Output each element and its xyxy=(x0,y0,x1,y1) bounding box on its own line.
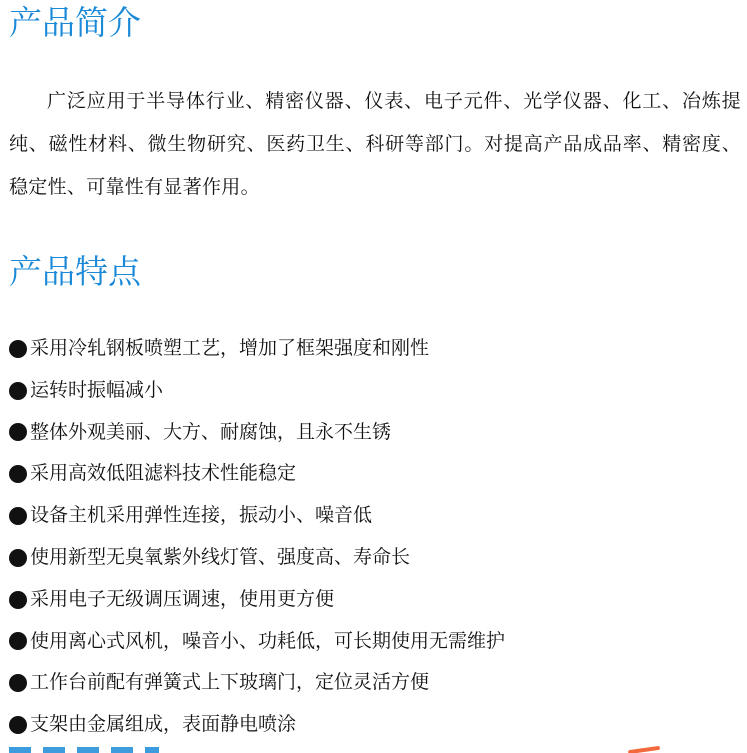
list-item xyxy=(9,704,741,746)
list-item xyxy=(9,579,741,621)
bullet-icon xyxy=(9,465,27,483)
product-intro-title: 产品简介 xyxy=(9,3,141,42)
feature-text: 工作台前配有弹簧式上下玻璃门，定位灵活方便 xyxy=(30,671,430,694)
product-features-title: 产品特点 xyxy=(9,252,141,291)
feature-list xyxy=(9,328,741,746)
list-item xyxy=(9,328,741,370)
feature-text: 使用离心式风机，噪音小、功耗低，可长期使用无需维护 xyxy=(30,629,506,652)
feature-text: 使用新型无臭氧紫外线灯管、强度高、寿命长 xyxy=(30,545,411,568)
bullet-icon xyxy=(9,423,27,441)
list-item xyxy=(9,621,741,663)
bullet-icon xyxy=(9,674,27,692)
list-item xyxy=(9,453,741,495)
feature-text: 采用冷轧钢板喷塑工艺，增加了框架强度和刚性 xyxy=(30,337,430,359)
bullet-icon xyxy=(9,507,27,525)
list-item xyxy=(9,412,741,454)
feature-text: 运转时振幅减小 xyxy=(30,378,164,401)
bullet-icon xyxy=(9,382,27,400)
feature-text: 采用电子无级调压调速，使用更方便 xyxy=(30,587,335,610)
list-item xyxy=(9,495,741,537)
bullet-icon xyxy=(9,632,27,650)
cutoff-heading-fragment xyxy=(9,747,159,753)
bullet-icon xyxy=(9,591,27,609)
orange-decoration-icon xyxy=(628,746,660,753)
feature-text: 支架由金属组成，表面静电喷涂 xyxy=(30,713,297,736)
feature-text: 整体外观美丽、大方、耐腐蚀，且永不生锈 xyxy=(30,420,392,443)
bullet-icon xyxy=(9,340,27,358)
list-item xyxy=(9,537,741,579)
list-item xyxy=(9,662,741,704)
bullet-icon xyxy=(9,716,27,734)
feature-text: 采用高效低阻滤料技术性能稳定 xyxy=(30,462,297,485)
product-intro-paragraph: 广泛应用于半导体行业、精密仪器、仪表、电子元件、光学仪器、化工、冶炼提纯、磁性材料、微生物研究、医药卫生、科研等部门。对提高产品成品率、精密度、稳定性、可靠性有显著作用。 xyxy=(9,90,741,198)
list-item xyxy=(9,370,741,412)
feature-text: 设备主机采用弹性连接，振动小、噪音低 xyxy=(30,504,373,527)
cutoff-next-section xyxy=(0,745,747,753)
bullet-icon xyxy=(9,549,27,567)
